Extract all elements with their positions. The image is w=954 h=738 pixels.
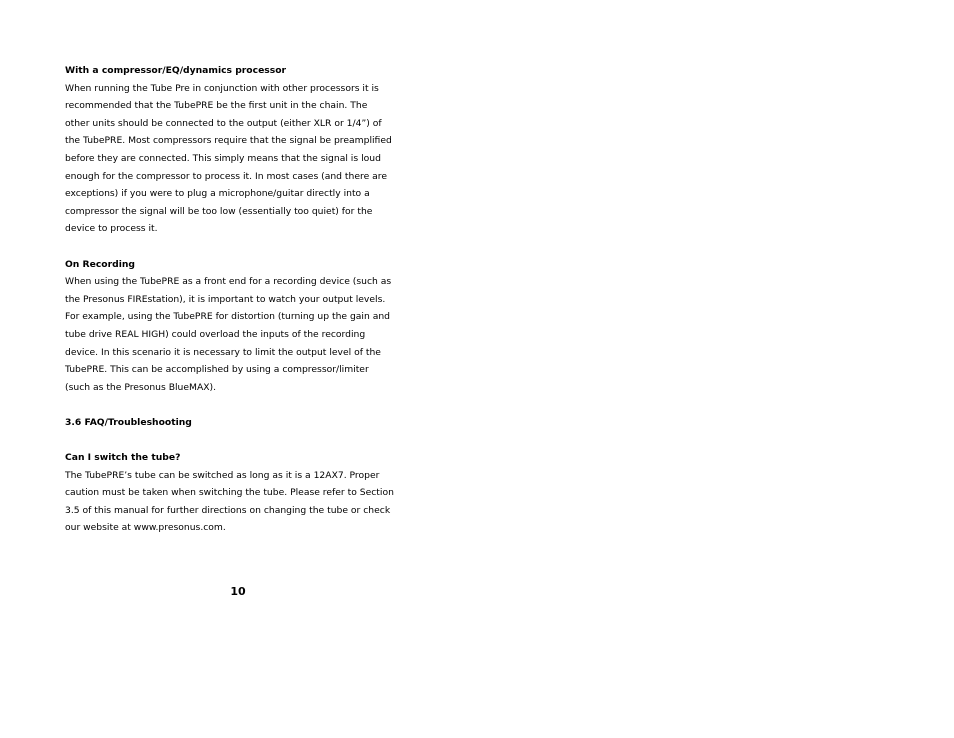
paragraph-line: 3.5 of this manual for further directions on changing the tube or check	[65, 504, 391, 516]
section-heading-switch-tube: Can I switch the tube?	[65, 452, 181, 464]
section-heading-faq: 3.6 FAQ/Troubleshooting	[65, 416, 192, 428]
text-column	[65, 62, 415, 537]
paragraph-line: other units should be connected to the output (either XLR or 1/4”) of	[65, 117, 382, 129]
paragraph-line: TubePRE. This can be accomplished by using a compressor/limiter	[65, 364, 369, 376]
paragraph-line: When running the Tube Pre in conjunction with other processors it is	[65, 82, 379, 94]
paragraph-line: the Presonus FIREstation), it is important to watch your output levels.	[65, 293, 386, 305]
paragraph-line: When using the TubePRE as a front end for a recording device (such as	[65, 276, 392, 288]
paragraph-line: exceptions) if you were to plug a microphone/guitar directly into a	[65, 188, 370, 200]
paragraph-line: caution must be taken when switching the tube. Please refer to Section	[65, 487, 394, 499]
paragraph-line: tube drive REAL HIGH) could overload the inputs of the recording	[65, 328, 366, 340]
paragraph-line: For example, using the TubePRE for distortion (turning up the gain and	[65, 311, 391, 323]
page-number: 10	[230, 585, 246, 598]
paragraph-line: the TubePRE. Most compressors require that the signal be preamplified	[65, 135, 392, 147]
section-heading-compressor: With a compressor/EQ/dynamics processor	[65, 65, 287, 76]
paragraph-line: recommended that the TubePRE be the first unit in the chain. The	[65, 100, 368, 112]
paragraph-line: before they are connected. This simply means that the signal is loud	[65, 152, 381, 164]
section-heading-recording: On Recording	[65, 258, 135, 270]
paragraph-line: device to process it.	[65, 223, 158, 235]
paragraph-spacer	[65, 238, 415, 256]
paragraph-line: The TubePRE’s tube can be switched as long as it is a 12AX7. Proper	[65, 469, 380, 481]
paragraph-line: (such as the Presonus BlueMAX).	[65, 381, 217, 393]
paragraph-line: enough for the compressor to process it. In most cases (and there are	[65, 170, 388, 182]
paragraph-line: compressor the signal will be too low (essentially too quiet) for the	[65, 205, 373, 217]
paragraph-line: our website at www.presonus.com.	[65, 522, 226, 534]
paragraph-line: device. In this scenario it is necessary to limit the output level of the	[65, 346, 381, 358]
paragraph-spacer	[65, 431, 415, 449]
paragraph-spacer	[65, 396, 415, 414]
